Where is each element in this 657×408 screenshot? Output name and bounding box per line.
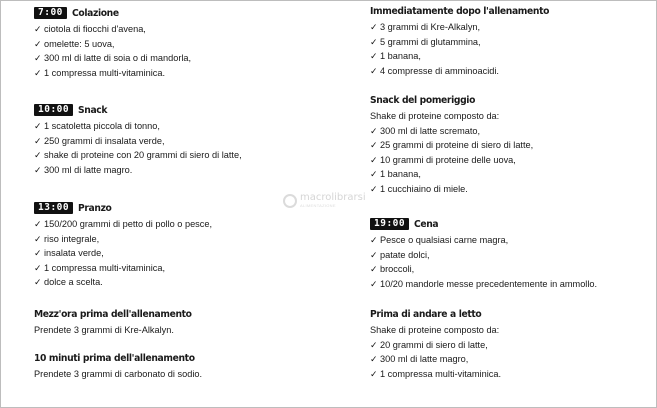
check-icon: ✓ [370, 368, 378, 379]
watermark-sub: ALIMENTAZIONE [300, 203, 336, 208]
section-header [370, 307, 650, 321]
list-item [370, 277, 650, 292]
check-icon: ✓ [34, 135, 42, 146]
list-item-text: omelette: 5 uova, [44, 38, 115, 49]
list-item [370, 182, 650, 197]
check-icon: ✓ [370, 354, 378, 365]
list-item [370, 233, 650, 248]
time-badge: 19:00 [370, 218, 409, 230]
item-list [370, 338, 650, 382]
section-title: Cena [414, 218, 439, 230]
check-icon: ✓ [370, 22, 378, 32]
section-header [34, 103, 354, 117]
list-item-text: patate dolci, [380, 249, 430, 260]
list-item [34, 22, 354, 37]
section-prima-di-letto [370, 307, 650, 381]
section-title: Colazione [71, 7, 119, 19]
check-icon: ✓ [370, 339, 378, 350]
list-item [34, 163, 354, 178]
list-item-text: 1 cucchiaino di miele. [380, 183, 468, 194]
watermark-logo-icon [283, 194, 297, 208]
list-item-text: 20 grammi di siero di latte, [380, 339, 488, 350]
list-item-text: shake di proteine con 20 grammi di siero di latte, [44, 150, 242, 161]
list-item-text: Pesce o qualsiasi carne magra, [380, 235, 509, 245]
list-item-text: 1 compressa multi-vitaminica. [44, 67, 166, 78]
time-badge: 10:00 [34, 104, 73, 116]
check-icon: ✓ [34, 248, 42, 259]
list-item [370, 248, 650, 263]
list-item [370, 20, 650, 35]
check-icon: ✓ [34, 24, 42, 34]
check-icon: ✓ [34, 233, 42, 244]
list-item [370, 262, 650, 277]
list-item-text: 5 grammi di glutammina, [380, 36, 481, 47]
list-item [370, 64, 650, 79]
section-header [34, 307, 354, 321]
list-item-text: 300 ml di latte di soia o di mandorla, [44, 53, 192, 64]
list-item-text: 1 compressa multi-vitaminica, [44, 262, 166, 273]
list-item-text: 1 compressa multi-vitaminica. [380, 368, 502, 379]
list-item [34, 232, 354, 247]
section-intro: Shake di proteine composto da: [370, 111, 500, 121]
list-item [370, 49, 650, 64]
check-icon: ✓ [370, 249, 378, 260]
list-item [34, 148, 354, 163]
section-title: Mezz'ora prima dell'allenamento [34, 308, 192, 320]
section-dopo-allenamento [370, 4, 650, 78]
check-icon: ✓ [370, 264, 378, 275]
check-icon: ✓ [34, 164, 42, 175]
list-item-text: dolce a scelta. [44, 277, 103, 288]
check-icon: ✓ [370, 278, 378, 289]
check-icon: ✓ [370, 154, 378, 165]
check-icon: ✓ [370, 235, 378, 245]
section-title: Immediatamente dopo l'allenamento [370, 5, 550, 17]
section-text: Prendete 3 grammi di Kre-Alkalyn. [34, 325, 174, 335]
watermark-text [300, 193, 366, 208]
section-title: Snack [78, 104, 108, 116]
section-header [34, 6, 354, 20]
check-icon: ✓ [34, 277, 42, 288]
list-item-text: 1 banana, [380, 169, 421, 180]
list-item [370, 352, 650, 367]
check-icon: ✓ [34, 219, 42, 229]
list-item [34, 66, 354, 81]
list-item-text: 4 compresse di amminoacidi. [380, 65, 499, 76]
list-item-text: riso integrale, [44, 233, 100, 244]
section-header [34, 351, 354, 365]
check-icon: ✓ [34, 38, 42, 49]
check-icon: ✓ [370, 125, 378, 136]
list-item-text: 300 ml di latte magro. [44, 164, 133, 175]
section-title: Snack del pomeriggio [370, 94, 476, 106]
section-text: Prendete 3 grammi di carbonato di sodio. [34, 369, 203, 379]
item-list [370, 20, 650, 78]
section-title: Prima di andare a letto [370, 308, 482, 320]
check-icon: ✓ [370, 140, 378, 151]
section-colazione [34, 6, 354, 80]
list-item [34, 134, 354, 149]
time-badge: 7:00 [34, 7, 67, 19]
check-icon: ✓ [34, 262, 42, 273]
list-item-text: 25 grammi di proteine di siero di latte, [380, 140, 534, 151]
section-dieci-minuti [34, 351, 354, 382]
list-item [34, 119, 354, 134]
check-icon: ✓ [370, 183, 378, 194]
list-item [370, 367, 650, 382]
check-icon: ✓ [370, 169, 378, 180]
section-intro: Shake di proteine composto da: [370, 325, 500, 335]
check-icon: ✓ [34, 67, 42, 78]
section-mezzora [34, 307, 354, 338]
list-item-text: 10/20 mandorle messe precedentemente in ammollo. [380, 278, 598, 289]
item-list [370, 233, 650, 291]
time-badge: 13:00 [34, 202, 73, 214]
list-item-text: 150/200 grammi di petto di pollo o pesce, [44, 219, 213, 229]
section-header [370, 93, 650, 107]
list-item-text: 1 banana, [380, 51, 421, 62]
list-item-text: 250 grammi di insalata verde, [44, 135, 165, 146]
watermark [283, 193, 366, 208]
list-item-text: broccoli, [380, 264, 415, 275]
section-pranzo [34, 201, 354, 290]
check-icon: ✓ [370, 51, 378, 62]
check-icon: ✓ [34, 53, 42, 64]
list-item [370, 138, 650, 153]
list-item [370, 124, 650, 139]
list-item [34, 246, 354, 261]
list-item-text: 300 ml di latte magro, [380, 354, 469, 365]
item-list [34, 217, 354, 290]
list-item [34, 37, 354, 52]
list-item-text: 3 grammi di Kre-Alkalyn, [380, 22, 481, 32]
section-snack [34, 103, 354, 177]
list-item-text: insalata verde, [44, 248, 104, 259]
list-item [370, 153, 650, 168]
list-item-text: 10 grammi di proteine delle uova, [380, 154, 516, 165]
check-icon: ✓ [34, 121, 42, 131]
section-title: Pranzo [78, 202, 112, 214]
item-list [34, 119, 354, 177]
section-title: 10 minuti prima dell'allenamento [34, 352, 195, 364]
list-item [34, 217, 354, 232]
section-header [370, 4, 650, 18]
section-header [370, 217, 650, 231]
list-item [34, 261, 354, 276]
check-icon: ✓ [370, 65, 378, 76]
list-item-text: 1 scatoletta piccola di tonno, [44, 121, 160, 131]
list-item [370, 35, 650, 50]
watermark-main: macrolibrarsi [300, 192, 366, 203]
check-icon: ✓ [34, 150, 42, 161]
check-icon: ✓ [370, 36, 378, 47]
list-item-text: 300 ml di latte scremato, [380, 125, 481, 136]
list-item [370, 167, 650, 182]
list-item [370, 338, 650, 353]
list-item [34, 51, 354, 66]
list-item [34, 275, 354, 290]
item-list [370, 124, 650, 197]
list-item-text: ciotola di fiocchi d'avena, [44, 24, 146, 34]
section-cena [370, 217, 650, 291]
section-snack-pomeriggio [370, 93, 650, 197]
item-list [34, 22, 354, 80]
